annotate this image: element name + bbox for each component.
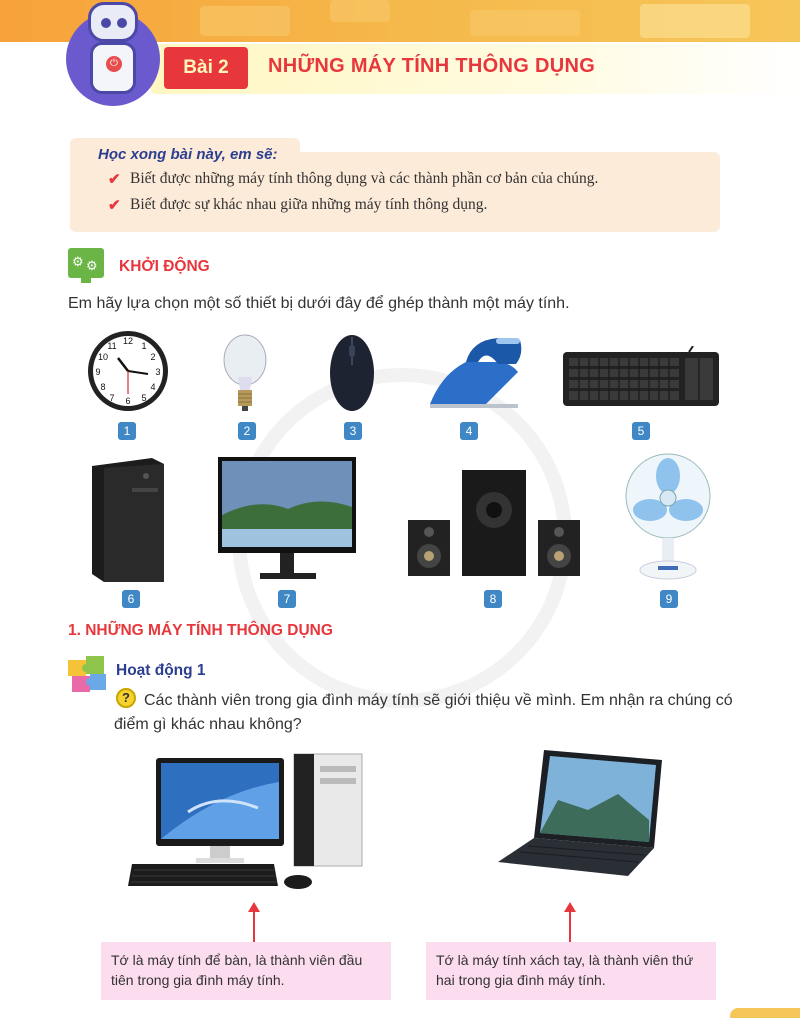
svg-text:9: 9 <box>95 367 101 377</box>
arrow-head-icon <box>564 902 576 912</box>
pointer-arrow <box>253 910 255 942</box>
iron-icon <box>426 334 526 408</box>
desktop-caption: Tớ là máy tính để bàn, là thành viên đầu tiên trong gia đình máy tính. <box>101 942 391 1000</box>
lesson-badge: Bài 2 <box>164 47 248 89</box>
item-number-badge: 6 <box>122 590 140 608</box>
svg-text:2: 2 <box>150 352 156 362</box>
monitor-icon <box>218 457 358 581</box>
objective-item: ✔ Biết được sự khác nhau giữa những máy tính thông dụng. <box>108 196 488 214</box>
item-number-badge: 2 <box>238 422 256 440</box>
objectives-box <box>70 152 720 232</box>
arrow-head-icon <box>248 902 260 912</box>
item-number-badge: 1 <box>118 422 136 440</box>
section-title: 1. NHỮNG MÁY TÍNH THÔNG DỤNG <box>68 622 333 639</box>
keyboard-icon <box>563 346 721 408</box>
wall-clock-icon <box>82 330 174 412</box>
svg-text:3: 3 <box>155 367 161 377</box>
svg-text:5: 5 <box>141 393 147 403</box>
svg-text:11: 11 <box>107 341 117 351</box>
pointer-arrow <box>569 910 571 942</box>
laptop-caption: Tớ là máy tính xách tay, là thành viên thứ hai trong gia đình máy tính. <box>426 942 716 1000</box>
svg-text:6: 6 <box>125 396 131 406</box>
item-number-badge: 5 <box>632 422 650 440</box>
fan-icon <box>620 452 716 582</box>
svg-text:7: 7 <box>109 393 115 403</box>
light-bulb-icon <box>220 332 270 414</box>
item-number-badge: 3 <box>344 422 362 440</box>
objective-item: ✔ Biết được những máy tính thông dụng và các thành phần cơ bản của chúng. <box>108 170 599 188</box>
pc-case-icon <box>92 458 164 582</box>
objectives-title: Học xong bài này, em sẽ: <box>98 146 278 163</box>
question-mark-icon: ? <box>116 688 136 708</box>
puzzle-icon <box>66 656 110 694</box>
desktop-computer-icon <box>128 752 368 896</box>
activity-title: Hoạt động 1 <box>116 662 206 679</box>
svg-text:10: 10 <box>97 352 109 362</box>
mouse-icon <box>328 333 376 413</box>
svg-text:4: 4 <box>150 382 156 392</box>
warmup-title: KHỞI ĐỘNG <box>119 258 210 275</box>
svg-text:12: 12 <box>122 336 134 346</box>
item-number-badge: 9 <box>660 590 678 608</box>
robot-head-icon <box>88 2 138 42</box>
page-corner-decoration <box>730 1008 800 1018</box>
svg-text:1: 1 <box>141 341 147 351</box>
gears-monitor-icon: ⚙ ⚙ <box>68 248 104 278</box>
speakers-icon <box>404 470 584 578</box>
item-number-badge: 7 <box>278 590 296 608</box>
check-icon: ✔ <box>108 172 121 188</box>
lesson-title: NHỮNG MÁY TÍNH THÔNG DỤNG <box>268 55 596 77</box>
item-number-badge: 4 <box>460 422 478 440</box>
item-number-badge: 8 <box>484 590 502 608</box>
activity-question: Các thành viên trong gia đình máy tính sẽ giới thiệu về mình. Em nhận ra chúng có điểm gì khác nhau không? <box>114 692 733 733</box>
svg-text:8: 8 <box>100 382 106 392</box>
power-icon: ⏻ <box>106 56 122 72</box>
warmup-instruction: Em hãy lựa chọn một số thiết bị dưới đây để ghép thành một máy tính. <box>68 295 570 312</box>
check-icon: ✔ <box>108 198 121 214</box>
laptop-icon <box>498 750 664 878</box>
